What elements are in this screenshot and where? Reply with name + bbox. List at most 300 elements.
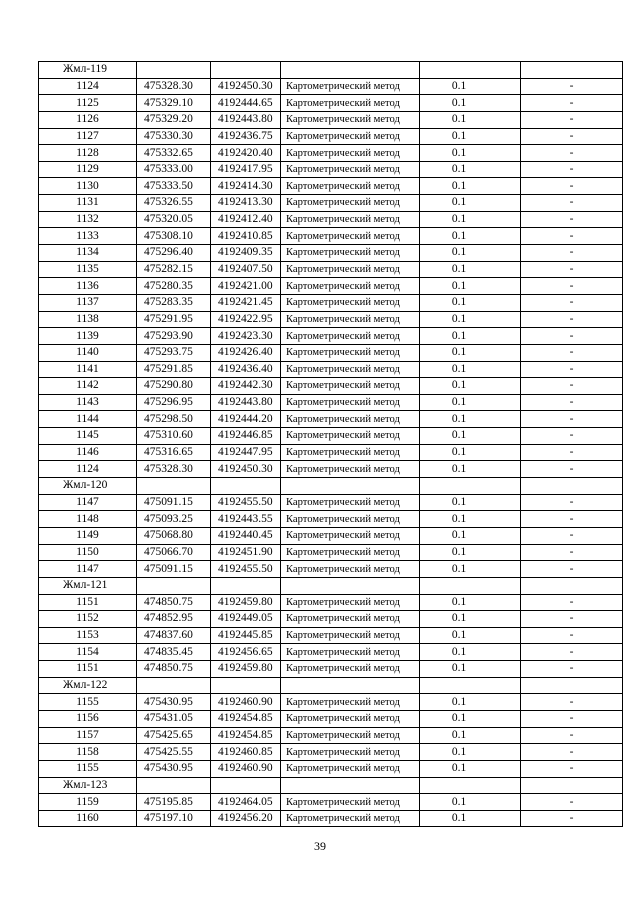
y-coordinate-cell: 4192464.05 <box>211 794 281 811</box>
empty-cell <box>281 62 420 79</box>
point-number-cell: 1153 <box>39 627 137 644</box>
dash-cell: - <box>521 145 623 162</box>
table-row <box>39 378 623 395</box>
dash-cell: - <box>521 627 623 644</box>
empty-cell <box>420 62 521 79</box>
y-coordinate-cell: 4192445.85 <box>211 627 281 644</box>
y-coordinate-cell: 4192436.40 <box>211 361 281 378</box>
accuracy-cell: 0.1 <box>420 444 521 461</box>
accuracy-cell: 0.1 <box>420 128 521 145</box>
empty-cell <box>211 777 281 794</box>
y-coordinate-cell: 4192460.90 <box>211 760 281 777</box>
x-coordinate-cell: 475316.65 <box>137 444 211 461</box>
dash-cell: - <box>521 411 623 428</box>
y-coordinate-cell: 4192454.85 <box>211 727 281 744</box>
table-row <box>39 128 623 145</box>
x-coordinate-cell: 474852.95 <box>137 611 211 628</box>
empty-cell <box>420 577 521 594</box>
dash-cell: - <box>521 95 623 112</box>
dash-cell: - <box>521 178 623 195</box>
table-row <box>39 261 623 278</box>
table-row <box>39 95 623 112</box>
x-coordinate-cell: 475332.65 <box>137 145 211 162</box>
group-name: Жмл-119 <box>39 62 137 79</box>
method-cell: Картометрический метод <box>281 594 420 611</box>
table-row <box>39 161 623 178</box>
method-cell: Картометрический метод <box>281 211 420 228</box>
y-coordinate-cell: 4192456.20 <box>211 810 281 827</box>
empty-cell <box>137 577 211 594</box>
empty-cell <box>137 478 211 495</box>
dash-cell: - <box>521 161 623 178</box>
method-cell: Картометрический метод <box>281 344 420 361</box>
accuracy-cell: 0.1 <box>420 661 521 678</box>
table-row <box>39 145 623 162</box>
point-number-cell: 1158 <box>39 744 137 761</box>
dash-cell: - <box>521 661 623 678</box>
x-coordinate-cell: 475296.40 <box>137 245 211 262</box>
empty-cell <box>521 677 623 694</box>
point-number-cell: 1137 <box>39 294 137 311</box>
x-coordinate-cell: 475195.85 <box>137 794 211 811</box>
accuracy-cell: 0.1 <box>420 78 521 95</box>
point-number-cell: 1135 <box>39 261 137 278</box>
accuracy-cell: 0.1 <box>420 694 521 711</box>
empty-cell <box>420 777 521 794</box>
dash-cell: - <box>521 78 623 95</box>
method-cell: Картометрический метод <box>281 494 420 511</box>
table-row <box>39 78 623 95</box>
x-coordinate-cell: 475308.10 <box>137 228 211 245</box>
accuracy-cell: 0.1 <box>420 428 521 445</box>
x-coordinate-cell: 475293.90 <box>137 328 211 345</box>
point-number-cell: 1129 <box>39 161 137 178</box>
x-coordinate-cell: 475091.15 <box>137 561 211 578</box>
y-coordinate-cell: 4192407.50 <box>211 261 281 278</box>
y-coordinate-cell: 4192422.95 <box>211 311 281 328</box>
page-number: 39 <box>314 839 326 853</box>
table-row <box>39 794 623 811</box>
x-coordinate-cell: 475320.05 <box>137 211 211 228</box>
point-number-cell: 1155 <box>39 760 137 777</box>
table-row <box>39 111 623 128</box>
dash-cell: - <box>521 211 623 228</box>
point-number-cell: 1147 <box>39 494 137 511</box>
method-cell: Картометрический метод <box>281 195 420 212</box>
y-coordinate-cell: 4192449.05 <box>211 611 281 628</box>
x-coordinate-cell: 475290.80 <box>137 378 211 395</box>
point-number-cell: 1152 <box>39 611 137 628</box>
accuracy-cell: 0.1 <box>420 611 521 628</box>
y-coordinate-cell: 4192443.80 <box>211 111 281 128</box>
x-coordinate-cell: 474837.60 <box>137 627 211 644</box>
group-header-row <box>39 62 623 79</box>
empty-cell <box>281 677 420 694</box>
point-number-cell: 1155 <box>39 694 137 711</box>
y-coordinate-cell: 4192459.80 <box>211 594 281 611</box>
x-coordinate-cell: 474850.75 <box>137 661 211 678</box>
group-name: Жмл-120 <box>39 478 137 495</box>
empty-cell <box>521 777 623 794</box>
accuracy-cell: 0.1 <box>420 278 521 295</box>
x-coordinate-cell: 475293.75 <box>137 344 211 361</box>
x-coordinate-cell: 475291.95 <box>137 311 211 328</box>
y-coordinate-cell: 4192436.75 <box>211 128 281 145</box>
point-number-cell: 1146 <box>39 444 137 461</box>
point-number-cell: 1124 <box>39 78 137 95</box>
x-coordinate-cell: 475329.10 <box>137 95 211 112</box>
y-coordinate-cell: 4192417.95 <box>211 161 281 178</box>
group-name: Жмл-123 <box>39 777 137 794</box>
accuracy-cell: 0.1 <box>420 245 521 262</box>
x-coordinate-cell: 475328.30 <box>137 78 211 95</box>
method-cell: Картометрический метод <box>281 245 420 262</box>
table-row <box>39 328 623 345</box>
empty-cell <box>420 677 521 694</box>
empty-cell <box>281 777 420 794</box>
y-coordinate-cell: 4192421.45 <box>211 294 281 311</box>
accuracy-cell: 0.1 <box>420 461 521 478</box>
dash-cell: - <box>521 294 623 311</box>
table-row <box>39 544 623 561</box>
y-coordinate-cell: 4192426.40 <box>211 344 281 361</box>
method-cell: Картометрический метод <box>281 161 420 178</box>
method-cell: Картометрический метод <box>281 527 420 544</box>
point-number-cell: 1148 <box>39 511 137 528</box>
empty-cell <box>281 577 420 594</box>
method-cell: Картометрический метод <box>281 644 420 661</box>
x-coordinate-cell: 475328.30 <box>137 461 211 478</box>
point-number-cell: 1145 <box>39 428 137 445</box>
method-cell: Картометрический метод <box>281 311 420 328</box>
accuracy-cell: 0.1 <box>420 328 521 345</box>
table-row <box>39 228 623 245</box>
method-cell: Картометрический метод <box>281 145 420 162</box>
accuracy-cell: 0.1 <box>420 95 521 112</box>
dash-cell: - <box>521 394 623 411</box>
table-row <box>39 661 623 678</box>
y-coordinate-cell: 4192444.65 <box>211 95 281 112</box>
x-coordinate-cell: 474835.45 <box>137 644 211 661</box>
x-coordinate-cell: 475291.85 <box>137 361 211 378</box>
dash-cell: - <box>521 128 623 145</box>
y-coordinate-cell: 4192451.90 <box>211 544 281 561</box>
x-coordinate-cell: 475197.10 <box>137 810 211 827</box>
point-number-cell: 1144 <box>39 411 137 428</box>
dash-cell: - <box>521 727 623 744</box>
table-row <box>39 394 623 411</box>
x-coordinate-cell: 475091.15 <box>137 494 211 511</box>
accuracy-cell: 0.1 <box>420 361 521 378</box>
accuracy-cell: 0.1 <box>420 294 521 311</box>
dash-cell: - <box>521 644 623 661</box>
table-row <box>39 511 623 528</box>
y-coordinate-cell: 4192460.85 <box>211 744 281 761</box>
point-number-cell: 1128 <box>39 145 137 162</box>
method-cell: Картометрический метод <box>281 461 420 478</box>
y-coordinate-cell: 4192443.55 <box>211 511 281 528</box>
x-coordinate-cell: 475068.80 <box>137 527 211 544</box>
accuracy-cell: 0.1 <box>420 228 521 245</box>
method-cell: Картометрический метод <box>281 261 420 278</box>
dash-cell: - <box>521 694 623 711</box>
table-row <box>39 294 623 311</box>
accuracy-cell: 0.1 <box>420 261 521 278</box>
y-coordinate-cell: 4192456.65 <box>211 644 281 661</box>
method-cell: Картометрический метод <box>281 411 420 428</box>
table-row <box>39 245 623 262</box>
empty-cell <box>281 478 420 495</box>
group-name: Жмл-122 <box>39 677 137 694</box>
x-coordinate-cell: 475330.30 <box>137 128 211 145</box>
method-cell: Картометрический метод <box>281 627 420 644</box>
x-coordinate-cell: 475066.70 <box>137 544 211 561</box>
table-row <box>39 810 623 827</box>
dash-cell: - <box>521 710 623 727</box>
x-coordinate-cell: 475329.20 <box>137 111 211 128</box>
y-coordinate-cell: 4192412.40 <box>211 211 281 228</box>
point-number-cell: 1149 <box>39 527 137 544</box>
table-row <box>39 727 623 744</box>
point-number-cell: 1125 <box>39 95 137 112</box>
point-number-cell: 1136 <box>39 278 137 295</box>
method-cell: Картометрический метод <box>281 561 420 578</box>
accuracy-cell: 0.1 <box>420 744 521 761</box>
method-cell: Картометрический метод <box>281 511 420 528</box>
empty-cell <box>211 62 281 79</box>
x-coordinate-cell: 475333.00 <box>137 161 211 178</box>
method-cell: Картометрический метод <box>281 128 420 145</box>
accuracy-cell: 0.1 <box>420 594 521 611</box>
table-row <box>39 760 623 777</box>
x-coordinate-cell: 475430.95 <box>137 694 211 711</box>
accuracy-cell: 0.1 <box>420 527 521 544</box>
point-number-cell: 1147 <box>39 561 137 578</box>
y-coordinate-cell: 4192455.50 <box>211 494 281 511</box>
accuracy-cell: 0.1 <box>420 145 521 162</box>
point-number-cell: 1151 <box>39 661 137 678</box>
table-row <box>39 311 623 328</box>
point-number-cell: 1140 <box>39 344 137 361</box>
x-coordinate-cell: 475310.60 <box>137 428 211 445</box>
table-row <box>39 195 623 212</box>
dash-cell: - <box>521 245 623 262</box>
method-cell: Картометрический метод <box>281 361 420 378</box>
x-coordinate-cell: 475280.35 <box>137 278 211 295</box>
empty-cell <box>211 478 281 495</box>
point-number-cell: 1160 <box>39 810 137 827</box>
accuracy-cell: 0.1 <box>420 644 521 661</box>
y-coordinate-cell: 4192442.30 <box>211 378 281 395</box>
table-row <box>39 361 623 378</box>
accuracy-cell: 0.1 <box>420 561 521 578</box>
y-coordinate-cell: 4192460.90 <box>211 694 281 711</box>
y-coordinate-cell: 4192443.80 <box>211 394 281 411</box>
group-header-row <box>39 478 623 495</box>
x-coordinate-cell: 474850.75 <box>137 594 211 611</box>
table-row <box>39 594 623 611</box>
y-coordinate-cell: 4192421.00 <box>211 278 281 295</box>
coordinates-table-body <box>39 62 623 827</box>
table-row <box>39 694 623 711</box>
y-coordinate-cell: 4192420.40 <box>211 145 281 162</box>
empty-cell <box>420 478 521 495</box>
accuracy-cell: 0.1 <box>420 760 521 777</box>
y-coordinate-cell: 4192459.80 <box>211 661 281 678</box>
dash-cell: - <box>521 461 623 478</box>
method-cell: Картометрический метод <box>281 294 420 311</box>
dash-cell: - <box>521 195 623 212</box>
point-number-cell: 1143 <box>39 394 137 411</box>
dash-cell: - <box>521 494 623 511</box>
table-row <box>39 627 623 644</box>
dash-cell: - <box>521 311 623 328</box>
table-row <box>39 461 623 478</box>
method-cell: Картометрический метод <box>281 444 420 461</box>
method-cell: Картометрический метод <box>281 794 420 811</box>
dash-cell: - <box>521 111 623 128</box>
x-coordinate-cell: 475431.05 <box>137 710 211 727</box>
table-row <box>39 527 623 544</box>
dash-cell: - <box>521 744 623 761</box>
dash-cell: - <box>521 261 623 278</box>
point-number-cell: 1131 <box>39 195 137 212</box>
dash-cell: - <box>521 278 623 295</box>
x-coordinate-cell: 475298.50 <box>137 411 211 428</box>
method-cell: Картометрический метод <box>281 228 420 245</box>
group-header-row <box>39 777 623 794</box>
dash-cell: - <box>521 361 623 378</box>
point-number-cell: 1126 <box>39 111 137 128</box>
x-coordinate-cell: 475425.65 <box>137 727 211 744</box>
y-coordinate-cell: 4192413.30 <box>211 195 281 212</box>
method-cell: Картометрический метод <box>281 727 420 744</box>
group-header-row <box>39 577 623 594</box>
dash-cell: - <box>521 344 623 361</box>
point-number-cell: 1157 <box>39 727 137 744</box>
method-cell: Картометрический метод <box>281 378 420 395</box>
group-header-row <box>39 677 623 694</box>
dash-cell: - <box>521 810 623 827</box>
table-row <box>39 344 623 361</box>
point-number-cell: 1124 <box>39 461 137 478</box>
point-number-cell: 1130 <box>39 178 137 195</box>
x-coordinate-cell: 475296.95 <box>137 394 211 411</box>
table-row <box>39 561 623 578</box>
method-cell: Картометрический метод <box>281 694 420 711</box>
dash-cell: - <box>521 378 623 395</box>
x-coordinate-cell: 475283.35 <box>137 294 211 311</box>
accuracy-cell: 0.1 <box>420 544 521 561</box>
point-number-cell: 1156 <box>39 710 137 727</box>
accuracy-cell: 0.1 <box>420 411 521 428</box>
accuracy-cell: 0.1 <box>420 111 521 128</box>
method-cell: Картометрический метод <box>281 111 420 128</box>
point-number-cell: 1151 <box>39 594 137 611</box>
point-number-cell: 1134 <box>39 245 137 262</box>
point-number-cell: 1142 <box>39 378 137 395</box>
table-row <box>39 211 623 228</box>
dash-cell: - <box>521 760 623 777</box>
x-coordinate-cell: 475430.95 <box>137 760 211 777</box>
method-cell: Картометрический метод <box>281 760 420 777</box>
empty-cell <box>521 478 623 495</box>
table-row <box>39 494 623 511</box>
point-number-cell: 1127 <box>39 128 137 145</box>
x-coordinate-cell: 475282.15 <box>137 261 211 278</box>
dash-cell: - <box>521 794 623 811</box>
accuracy-cell: 0.1 <box>420 727 521 744</box>
method-cell: Картометрический метод <box>281 278 420 295</box>
dash-cell: - <box>521 511 623 528</box>
dash-cell: - <box>521 594 623 611</box>
point-number-cell: 1150 <box>39 544 137 561</box>
method-cell: Картометрический метод <box>281 428 420 445</box>
table-row <box>39 744 623 761</box>
empty-cell <box>211 577 281 594</box>
point-number-cell: 1132 <box>39 211 137 228</box>
empty-cell <box>137 62 211 79</box>
dash-cell: - <box>521 527 623 544</box>
dash-cell: - <box>521 428 623 445</box>
x-coordinate-cell: 475333.50 <box>137 178 211 195</box>
method-cell: Картометрический метод <box>281 744 420 761</box>
empty-cell <box>137 777 211 794</box>
y-coordinate-cell: 4192450.30 <box>211 78 281 95</box>
dash-cell: - <box>521 228 623 245</box>
accuracy-cell: 0.1 <box>420 195 521 212</box>
table-row <box>39 178 623 195</box>
accuracy-cell: 0.1 <box>420 810 521 827</box>
y-coordinate-cell: 4192454.85 <box>211 710 281 727</box>
dash-cell: - <box>521 561 623 578</box>
accuracy-cell: 0.1 <box>420 178 521 195</box>
method-cell: Картометрический метод <box>281 78 420 95</box>
method-cell: Картометрический метод <box>281 178 420 195</box>
accuracy-cell: 0.1 <box>420 378 521 395</box>
table-row <box>39 444 623 461</box>
accuracy-cell: 0.1 <box>420 211 521 228</box>
point-number-cell: 1133 <box>39 228 137 245</box>
dash-cell: - <box>521 444 623 461</box>
table-row <box>39 411 623 428</box>
y-coordinate-cell: 4192410.85 <box>211 228 281 245</box>
table-row <box>39 278 623 295</box>
accuracy-cell: 0.1 <box>420 511 521 528</box>
table-row <box>39 710 623 727</box>
x-coordinate-cell: 475093.25 <box>137 511 211 528</box>
method-cell: Картометрический метод <box>281 810 420 827</box>
point-number-cell: 1139 <box>39 328 137 345</box>
method-cell: Картометрический метод <box>281 328 420 345</box>
accuracy-cell: 0.1 <box>420 161 521 178</box>
y-coordinate-cell: 4192455.50 <box>211 561 281 578</box>
dash-cell: - <box>521 328 623 345</box>
method-cell: Картометрический метод <box>281 661 420 678</box>
method-cell: Картометрический метод <box>281 95 420 112</box>
empty-cell <box>211 677 281 694</box>
table-row <box>39 428 623 445</box>
empty-cell <box>521 62 623 79</box>
empty-cell <box>521 577 623 594</box>
empty-cell <box>137 677 211 694</box>
y-coordinate-cell: 4192409.35 <box>211 245 281 262</box>
method-cell: Картометрический метод <box>281 544 420 561</box>
dash-cell: - <box>521 611 623 628</box>
accuracy-cell: 0.1 <box>420 794 521 811</box>
accuracy-cell: 0.1 <box>420 494 521 511</box>
y-coordinate-cell: 4192414.30 <box>211 178 281 195</box>
